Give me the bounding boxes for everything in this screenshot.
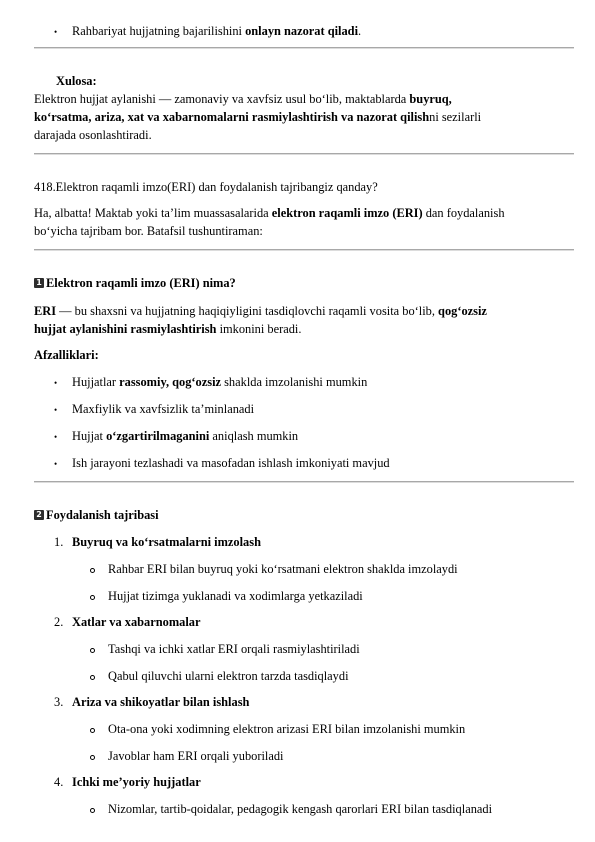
- summary-title: Xulosa:: [56, 74, 97, 88]
- bullet-dot: •: [54, 27, 58, 37]
- circle-bullet-icon: [90, 595, 95, 600]
- advantage-item: Maxfiylik va xavfsizlik ta’minlanadi: [72, 402, 255, 416]
- divider: [34, 47, 574, 49]
- circle-bullet-icon: [90, 568, 95, 573]
- circle-bullet-icon: [90, 675, 95, 680]
- summary-line-2: ko‘rsatma, ariza, xat va xabarnomalarni rasmiylashtirish va nazorat qilishni sezilarli: [34, 110, 482, 124]
- section2-title: Foydalanish tajribasi: [46, 508, 159, 522]
- section1-title: Elektron raqamli imzo (ERI) nima?: [46, 276, 236, 290]
- usage-item-title: Ichki me’yoriy hujjatlar: [72, 775, 201, 789]
- list-number: 2.: [54, 615, 64, 629]
- circle-bullet-icon: [90, 808, 95, 813]
- circle-bullet-icon: [90, 648, 95, 653]
- usage-sub-item: Hujjat tizimga yuklanadi va xodimlarga yetkaziladi: [108, 589, 363, 603]
- circle-bullet-icon: [90, 755, 95, 760]
- divider: [34, 153, 574, 155]
- usage-item-title: Xatlar va xabarnomalar: [72, 615, 201, 629]
- top-bullet-text: Rahbariyat hujjatning bajarilishini onlayn nazorat qiladi.: [72, 24, 362, 38]
- usage-item-title: Ariza va shikoyatlar bilan ishlash: [72, 695, 250, 709]
- list-number: 3.: [54, 695, 64, 709]
- advantage-item: Hujjat o‘zgartirilmaganini aniqlash mumkin: [72, 429, 299, 443]
- usage-sub-item: Qabul qiluvchi ularni elektron tarzda tasdiqlaydi: [108, 669, 349, 683]
- summary-line-1: Elektron hujjat aylanishi — zamonaviy va xavfsiz usul bo‘lib, maktablarda buyruq,: [34, 92, 452, 106]
- usage-item-title: Buyruq va ko‘rsatmalarni imzolash: [72, 535, 261, 549]
- list-number: 4.: [54, 775, 64, 789]
- bullet-dot: •: [54, 459, 58, 469]
- usage-sub-item: Ota-ona yoki xodimning elektron arizasi ERI bilan imzolanishi mumkin: [108, 722, 466, 736]
- bullet-dot: •: [54, 405, 58, 415]
- advantage-item: Hujjatlar rassomiy, qog‘ozsiz shaklda imzolanishi mumkin: [72, 375, 368, 389]
- eri-definition-line-1: ERI — bu shaxsni va hujjatning haqiqiyligini tasdiqlovchi raqamli vosita bo‘lib, qog‘ozsiz: [34, 304, 487, 318]
- bullet-dot: •: [54, 432, 58, 442]
- usage-sub-item: Javoblar ham ERI orqali yuboriladi: [108, 749, 284, 763]
- eri-definition-line-2: hujjat aylanishini rasmiylashtirish imkonini beradi.: [34, 322, 302, 336]
- bullet-dot: •: [54, 378, 58, 388]
- advantage-item: Ish jarayoni tezlashadi va masofadan ishlash imkoniyati mavjud: [72, 456, 390, 470]
- question-heading: 418.Elektron raqamli imzo(ERI) dan foydalanish tajribangiz qanday?: [34, 180, 378, 194]
- usage-sub-item: Rahbar ERI bilan buyruq yoki ko‘rsatmani elektron shaklda imzolaydi: [108, 562, 458, 576]
- list-number: 1.: [54, 535, 64, 549]
- advantages-title: Afzalliklari:: [34, 348, 99, 362]
- usage-sub-item: Nizomlar, tartib-qoidalar, pedagogik kengash qarorlari ERI bilan tasdiqlanadi: [108, 802, 493, 816]
- summary-line-3: darajada osonlashtiradi.: [34, 128, 152, 142]
- answer-line-1: Ha, albatta! Maktab yoki ta’lim muassasalarida elektron raqamli imzo (ERI) dan foydalanish: [34, 206, 505, 220]
- usage-sub-item: Tashqi va ichki xatlar ERI orqali rasmiylashtiriladi: [108, 642, 360, 656]
- answer-line-2: bo‘yicha tajribam bor. Batafsil tushuntiraman:: [34, 224, 263, 238]
- keycap-two-icon: 2: [34, 510, 44, 520]
- circle-bullet-icon: [90, 728, 95, 733]
- divider: [34, 249, 574, 251]
- keycap-one-icon: 1: [34, 278, 44, 288]
- divider: [34, 481, 574, 483]
